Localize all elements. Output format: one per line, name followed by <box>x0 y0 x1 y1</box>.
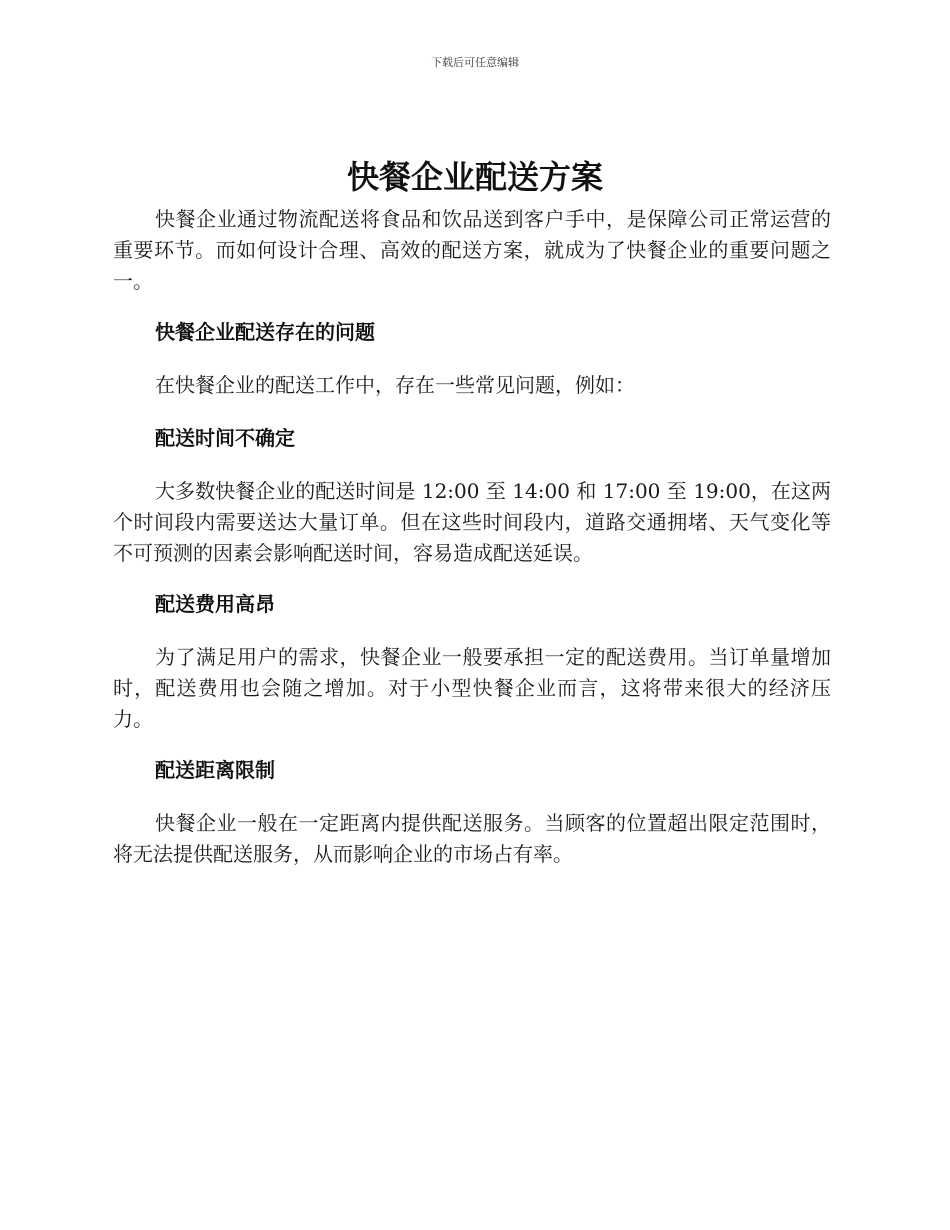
problems-lead-paragraph: 在快餐企业的配送工作中，存在一些常见问题，例如： <box>155 373 635 397</box>
section-paragraph-delivery-time: 大多数快餐企业的配送时间是 12:00 至 14:00 和 17:00 至 19:00，在这两个时间段内需要送达大量订单。但在这些时间段内，道路交通拥堵、天气变化等不可预测的因素会影响配送时间，容易造成配送延误。 <box>113 479 831 565</box>
section-heading-delivery-cost: 配送费用高昂 <box>155 592 275 616</box>
section-heading-delivery-distance: 配送距离限制 <box>155 758 275 782</box>
problems-heading: 快餐企业配送存在的问题 <box>155 320 375 344</box>
intro-paragraph: 快餐企业通过物流配送将食品和饮品送到客户手中，是保障公司正常运营的重要环节。而如何设计合理、高效的配送方案，就成为了快餐企业的重要问题之一。 <box>113 207 831 293</box>
header-note: 下载后可任意编辑 <box>431 56 519 69</box>
section-paragraph-delivery-cost: 为了满足用户的需求，快餐企业一般要承担一定的配送费用。当订单量增加时，配送费用也会随之增加。对于小型快餐企业而言，这将带来很大的经济压力。 <box>113 645 831 731</box>
section-heading-delivery-time: 配送时间不确定 <box>155 426 295 450</box>
document-body <box>113 204 831 890</box>
document-title: 快餐企业配送方案 <box>346 158 603 196</box>
section-paragraph-delivery-distance: 快餐企业一般在一定距离内提供配送服务。当顾客的位置超出限定范围时，将无法提供配送服务，从而影响企业的市场占有率。 <box>113 811 831 866</box>
